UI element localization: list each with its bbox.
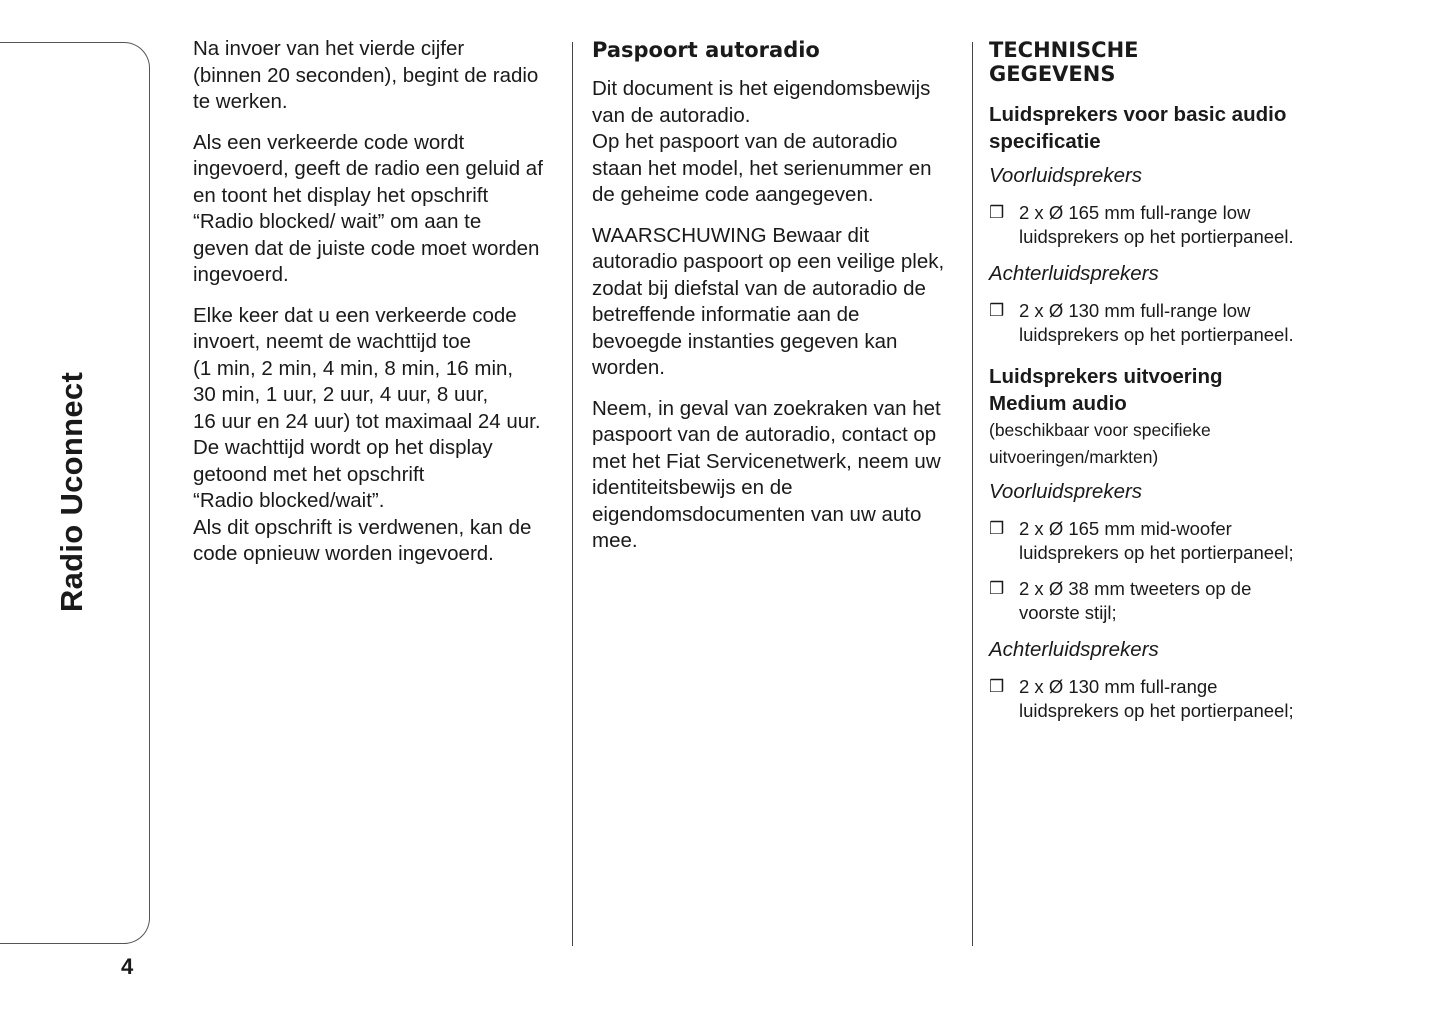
- checkbox-bullet-icon: ❒: [989, 519, 1005, 538]
- column-2: [592, 36, 964, 569]
- front-speakers-label: Voorluidsprekers: [989, 164, 1143, 187]
- list-item: [989, 577, 1429, 624]
- subsection-title: Luidsprekers uitvoering Medium audio: [989, 365, 1223, 415]
- column-3: [989, 36, 1429, 735]
- paragraph: Na invoer van het vierde cijfer (binnen 20 seconden), begint de radio te werken.: [193, 37, 539, 113]
- subsection-title: Luidsprekers voor basic audio specificatie: [989, 103, 1287, 153]
- front-speakers-label: Voorluidsprekers: [989, 480, 1143, 503]
- availability-note: (beschikbaar voor specifieke uitvoeringen/markten): [989, 420, 1211, 467]
- paragraph: Elke keer dat u een verkeerde code invoert, neemt de wachttijd toe (1 min, 2 min, 4 min, 8 min, 16 min, 30 min, 1 uur, 2 uur, 4 uur, 8 uur, 16 uur en 24 uur) tot maximaal 24 uur. De wachttijd wordt op het display getoond met het opschrift “Radio blocked/wait”. Als dit opschrift is verdwenen, kan de code opnieuw worden ingevoerd.: [193, 303, 541, 565]
- list-item-text: 2 x Ø 130 mm full-range low luidsprekers op het portierpaneel.: [1019, 300, 1294, 345]
- list-item: [989, 299, 1429, 346]
- page-number: 4: [121, 954, 134, 979]
- chapter-tab-label: Radio Uconnect: [54, 371, 89, 613]
- rear-speakers-label: Achterluidsprekers: [989, 638, 1159, 661]
- list-item-text: 2 x Ø 130 mm full-range luidsprekers op het portierpaneel;: [1019, 676, 1294, 721]
- list-item: [989, 517, 1429, 564]
- rear-speakers-label: Achterluidsprekers: [989, 262, 1159, 285]
- paragraph: Als een verkeerde code wordt ingevoerd, geeft de radio een geluid af en toont het display het opschrift “Radio blocked/ wait” om aan te geven dat de juiste code moet worden ingevoerd.: [193, 130, 543, 286]
- checkbox-bullet-icon: ❒: [989, 301, 1005, 320]
- list-item-text: 2 x Ø 165 mm full-range low luidsprekers op het portierpaneel.: [1019, 202, 1294, 247]
- checkbox-bullet-icon: ❒: [989, 203, 1005, 222]
- section-heading: Paspoort autoradio: [592, 38, 820, 62]
- column-divider: [972, 42, 973, 946]
- paragraph: WAARSCHUWING Bewaar dit autoradio paspoort op een veilige plek, zodat bij diefstal van de autoradio de betreffende informatie aan de bevoegde instanties gegeven kan worden.: [592, 223, 945, 379]
- section-heading: TECHNISCHE GEGEVENS: [989, 38, 1139, 86]
- column-1: [193, 36, 563, 582]
- list-item: [989, 675, 1429, 722]
- paragraph: Dit document is het eigendomsbewijs van de autoradio. Op het paspoort van de autoradio staan het model, het serienummer en de geheime code aangegeven.: [592, 77, 932, 206]
- column-divider: [572, 42, 573, 946]
- list-item-text: 2 x Ø 165 mm mid-woofer luidsprekers op het portierpaneel;: [1019, 518, 1294, 563]
- checkbox-bullet-icon: ❒: [989, 677, 1005, 696]
- list-item-text: 2 x Ø 38 mm tweeters op de voorste stijl;: [1019, 578, 1252, 623]
- checkbox-bullet-icon: ❒: [989, 579, 1005, 598]
- paragraph: Neem, in geval van zoekraken van het paspoort van de autoradio, contact op met het Fiat Servicenetwerk, neem uw identiteitsbewijs en de eigendomsdocumenten van uw auto mee.: [592, 396, 941, 552]
- list-item: [989, 201, 1429, 248]
